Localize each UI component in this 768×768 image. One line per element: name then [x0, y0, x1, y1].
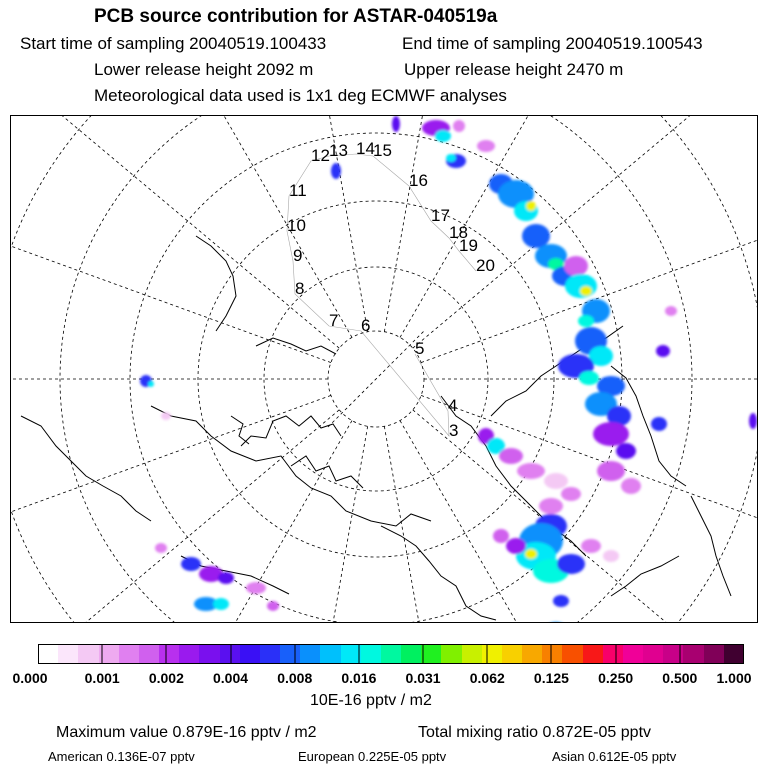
trajectory-time-label: 18: [449, 223, 468, 242]
colorbar-swatch: [421, 644, 441, 664]
total-mixing-label: Total mixing ratio 0.872E-05 pptv: [418, 724, 652, 741]
colorbar-swatch: [441, 644, 462, 664]
polar-map: [10, 115, 758, 623]
colorbar-swatch: [704, 644, 724, 664]
trajectory-time-label: 19: [459, 236, 478, 255]
concentration-spot: [526, 201, 536, 211]
concentration-spot: [665, 306, 677, 316]
colorbar-swatch: [159, 644, 179, 664]
colorbar-tick-label: 0.500: [662, 670, 698, 686]
colorbar-swatch: [38, 644, 58, 664]
colorbar-swatch: [583, 644, 603, 664]
concentration-spot: [544, 473, 568, 489]
end-time-label: End time of sampling 20040519.100543: [402, 34, 703, 53]
concentration-spot: [155, 543, 167, 553]
colorbar-swatch: [320, 644, 341, 664]
concentration-spot: [213, 598, 229, 610]
lat-lon-grid: [11, 116, 757, 622]
colorbar-swatch: [562, 644, 583, 664]
concentration-spot: [517, 463, 545, 479]
colorbar: [38, 644, 744, 664]
trajectory-time-label: 10: [287, 216, 306, 235]
concentration-spot: [493, 529, 509, 543]
concentration-spot: [578, 315, 594, 327]
concentration-spot: [522, 224, 550, 248]
trajectory-time-label: 3: [449, 421, 459, 440]
trajectory-time-label: 16: [409, 171, 428, 190]
american-contribution: American 0.136E-07 pptv: [48, 749, 195, 764]
trajectory-time-label: 7: [329, 311, 339, 330]
concentration-spot: [148, 381, 154, 387]
concentration-spot: [477, 140, 495, 152]
concentration-spot: [539, 498, 563, 514]
concentration-spot: [267, 601, 279, 611]
trajectory-path: [287, 139, 495, 440]
concentration-spot: [218, 572, 234, 584]
concentration-spot: [331, 163, 341, 179]
met-data-label: Meteorological data used is 1x1 deg ECMWF analyses: [94, 86, 507, 105]
colorbar-swatch: [179, 644, 199, 664]
concentration-spot: [499, 448, 523, 464]
colorbar-swatch: [724, 644, 744, 664]
concentration-spot: [561, 487, 581, 501]
colorbar-tick-label: 0.001: [84, 670, 120, 686]
colorbar-swatch: [502, 644, 522, 664]
colorbar-swatch: [623, 644, 643, 664]
colorbar-swatch: [280, 644, 300, 664]
colorbar-swatch: [542, 644, 562, 664]
colorbar-swatch: [220, 644, 240, 664]
upper-height-label: Upper release height 2470 m: [404, 60, 624, 79]
colorbar-swatch: [119, 644, 139, 664]
concentration-spot: [435, 130, 451, 142]
concentration-spot: [603, 550, 619, 562]
colorbar-tick-label: 0.008: [277, 670, 313, 686]
concentration-spot: [453, 120, 465, 132]
colorbar-swatch: [260, 644, 280, 664]
colorbar-swatch: [78, 644, 99, 664]
trajectory-time-label: 5: [415, 339, 425, 358]
colorbar-swatch: [482, 644, 502, 664]
concentration-spot: [564, 256, 588, 276]
trajectory-time-label: 6: [361, 316, 371, 335]
colorbar-swatch: [462, 644, 482, 664]
map-title: PCB source contribution for ASTAR-040519a: [94, 6, 498, 27]
trajectory-time-label: 13: [329, 141, 348, 160]
concentration-spot: [181, 557, 201, 571]
european-contribution: European 0.225E-05 pptv: [298, 749, 447, 764]
concentration-spot: [581, 539, 601, 553]
trajectory-time-label: 9: [293, 246, 303, 265]
colorbar-swatch: [643, 644, 663, 664]
colorbar-swatch: [603, 644, 623, 664]
asian-contribution: Asian 0.612E-05 pptv: [552, 749, 677, 764]
concentration-field: [140, 116, 757, 622]
colorbar-swatch: [139, 644, 159, 664]
colorbar-tick-label: 0.000: [12, 670, 48, 686]
trajectory-time-label: 4: [448, 396, 458, 415]
map-canvas: [11, 116, 757, 622]
concentration-spot: [593, 422, 629, 446]
concentration-spot: [553, 595, 569, 607]
colorbar-tick-label: 0.125: [533, 670, 569, 686]
colorbar-swatch: [199, 644, 220, 664]
concentration-spot: [749, 413, 757, 429]
trajectory-time-label: 8: [295, 279, 305, 298]
max-value-label: Maximum value 0.879E-16 pptv / m2: [56, 724, 317, 741]
concentration-spot: [161, 412, 171, 420]
trajectory-time-label: 15: [373, 141, 392, 160]
start-time-label: Start time of sampling 20040519.100433: [20, 34, 327, 53]
colorbar-swatch: [401, 644, 421, 664]
concentration-spot: [392, 116, 400, 132]
concentration-spot: [525, 549, 537, 559]
colorbar-swatch: [361, 644, 381, 664]
trajectory-time-label: 14: [356, 139, 375, 158]
colorbar-tick-label: 1.000: [716, 670, 752, 686]
colorbar-swatch: [683, 644, 704, 664]
colorbar-swatch: [341, 644, 361, 664]
trajectory-time-label: 12: [311, 146, 330, 165]
colorbar-tick-label: 0.250: [598, 670, 634, 686]
trajectory-time-label: 11: [289, 181, 307, 200]
colorbar-tick-label: 0.004: [213, 670, 249, 686]
colorbar-tick-label: 0.016: [341, 670, 377, 686]
concentration-spot: [565, 274, 597, 298]
concentration-spot: [597, 461, 625, 481]
concentration-spot: [616, 443, 636, 459]
colorbar-tick-label: 0.002: [148, 670, 184, 686]
concentration-spot: [446, 154, 456, 162]
concentration-spot: [656, 345, 670, 357]
concentration-spot: [579, 371, 599, 385]
colorbar-swatch: [58, 644, 78, 664]
colorbar-swatch: [381, 644, 401, 664]
colorbar-tick-label: 0.062: [469, 670, 505, 686]
concentration-spot: [580, 286, 592, 296]
concentration-spot: [621, 478, 641, 494]
trajectory-time-label: 20: [476, 256, 495, 275]
colorbar-swatch: [300, 644, 320, 664]
concentration-spot: [246, 582, 266, 594]
concentration-spot: [557, 554, 585, 574]
concentration-spot: [651, 417, 667, 431]
trajectory-time-label: 17: [431, 206, 450, 225]
colorbar-unit: 10E-16 pptv / m2: [310, 692, 432, 709]
colorbar-swatch: [522, 644, 542, 664]
lower-height-label: Lower release height 2092 m: [94, 60, 314, 79]
colorbar-swatch: [240, 644, 260, 664]
concentration-spot: [506, 538, 526, 554]
colorbar-tick-label: 0.031: [405, 670, 441, 686]
